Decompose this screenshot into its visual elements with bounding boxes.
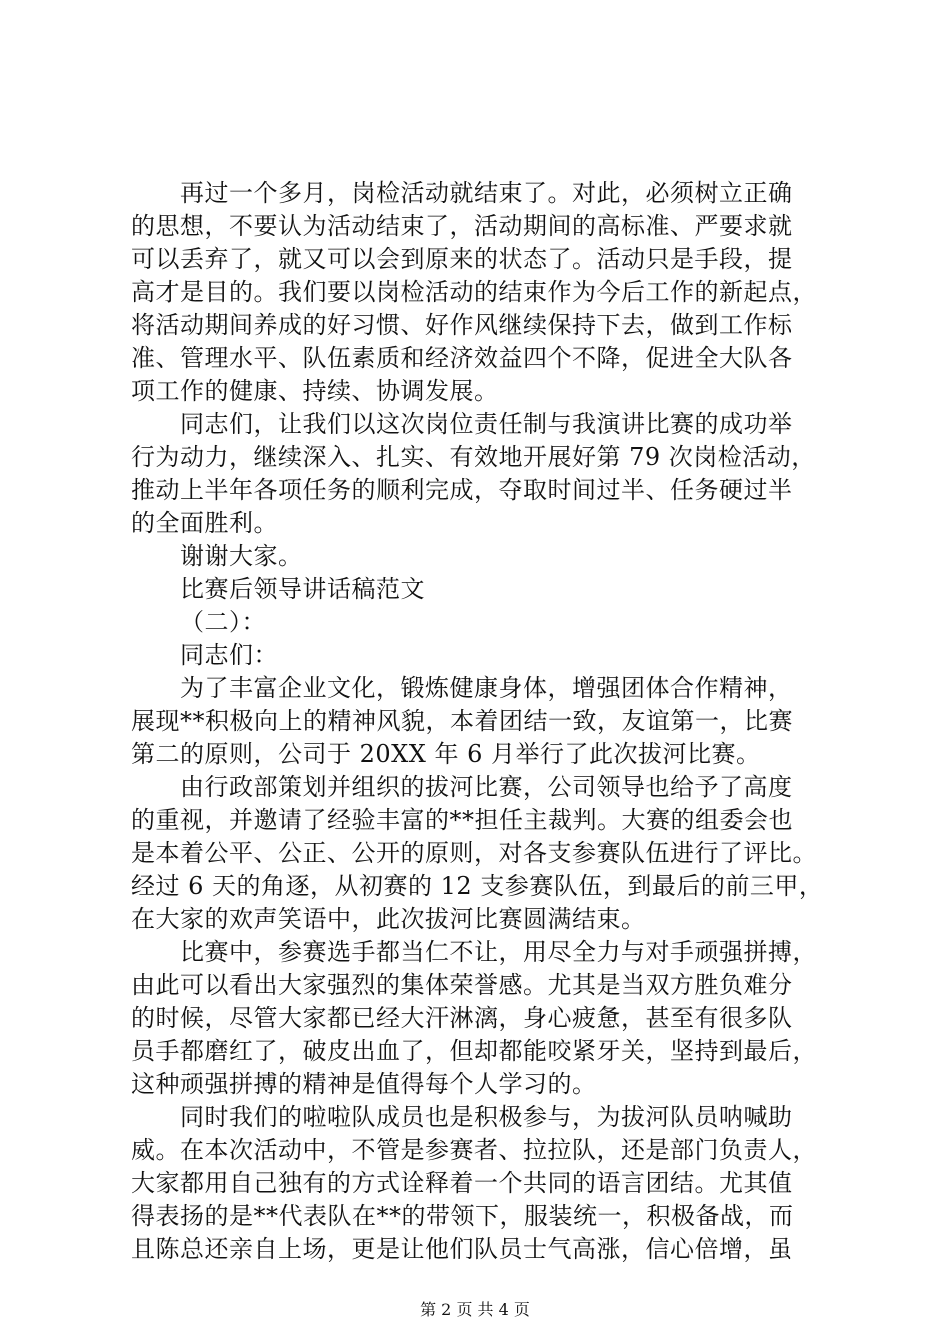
body-text-line: 大家都用自己独有的方式诠释着一个共同的语言团结。尤其值: [131, 1169, 793, 1197]
body-text-line: 威。在本次活动中，不管是参赛者、拉拉队，还是部门负责人，: [131, 1136, 817, 1164]
body-text-line: 高才是目的。我们要以岗检活动的结束作为今后工作的新起点，: [131, 278, 817, 306]
body-text-line: 的全面胜利。: [131, 509, 278, 537]
body-text-line: 推动上半年各项任务的顺利完成，夺取时间过半、任务硬过半: [131, 476, 793, 504]
salutation: 同志们：: [180, 641, 278, 669]
page-number-footer: 第 2 页 共 4 页: [420, 1300, 530, 1319]
body-text-line: 谢谢大家。: [180, 542, 303, 570]
body-text-line: 准、管理水平、队伍素质和经济效益四个不降，促进全大队各: [131, 344, 793, 372]
body-text-line: 同志们，让我们以这次岗位责任制与我演讲比赛的成功举: [180, 410, 793, 438]
body-text-line: 将活动期间养成的好习惯、好作风继续保持下去，做到工作标: [131, 311, 793, 339]
body-text-line: 第二的原则，公司于 20XX 年 6 月举行了此次拔河比赛。: [131, 740, 761, 768]
body-text-line: 展现**积极向上的精神风貌，本着团结一致，友谊第一，比赛: [131, 707, 793, 735]
body-text-line: 再过一个多月，岗检活动就结束了。对此，必须树立正确: [180, 179, 793, 207]
body-text-line: 的重视，并邀请了经验丰富的**担任主裁判。大赛的组委会也: [131, 806, 793, 834]
body-text-line: 经过 6 天的角逐，从初赛的 12 支参赛队伍，到最后的前三甲，: [131, 872, 824, 900]
section-subtitle: （二）：: [180, 608, 266, 636]
body-text-line: 得表扬的是**代表队在**的带领下，服装统一，积极备战，而: [131, 1202, 794, 1230]
body-text-line: 行为动力，继续深入、扎实、有效地开展好第 79 次岗检活动，: [131, 443, 816, 471]
body-text-line: 员手都磨红了，破皮出血了，但却都能咬紧牙关，坚持到最后，: [131, 1037, 817, 1065]
body-text-line: 这种顽强拼搏的精神是值得每个人学习的。: [131, 1070, 597, 1098]
section-title: 比赛后领导讲话稿范文: [180, 575, 425, 603]
body-text-line: 的时候，尽管大家都已经大汗淋漓，身心疲惫，甚至有很多队: [131, 1004, 793, 1032]
body-text-line: 由此可以看出大家强烈的集体荣誉感。尤其是当双方胜负难分: [131, 971, 793, 999]
body-text-line: 是本着公平、公正、公开的原则，对各支参赛队伍进行了评比。: [131, 839, 817, 867]
body-text-line: 且陈总还亲自上场，更是让他们队员士气高涨，信心倍增，虽: [131, 1235, 793, 1263]
body-text-line: 比赛中，参赛选手都当仁不让，用尽全力与对手顽强拼搏，: [180, 938, 817, 966]
body-text-line: 为了丰富企业文化，锻炼健康身体，增强团体合作精神，: [180, 674, 793, 702]
body-text-line: 同时我们的啦啦队成员也是积极参与，为拔河队员呐喊助: [180, 1103, 793, 1131]
body-text-line: 可以丢弃了，就又可以会到原来的状态了。活动只是手段，提: [131, 245, 793, 273]
body-text-line: 项工作的健康、持续、协调发展。: [131, 377, 499, 405]
body-text-line: 的思想，不要认为活动结束了，活动期间的高标准、严要求就: [131, 212, 793, 240]
body-text-line: 由行政部策划并组织的拔河比赛，公司领导也给予了高度: [180, 773, 793, 801]
body-text-line: 在大家的欢声笑语中，此次拔河比赛圆满结束。: [131, 905, 646, 933]
